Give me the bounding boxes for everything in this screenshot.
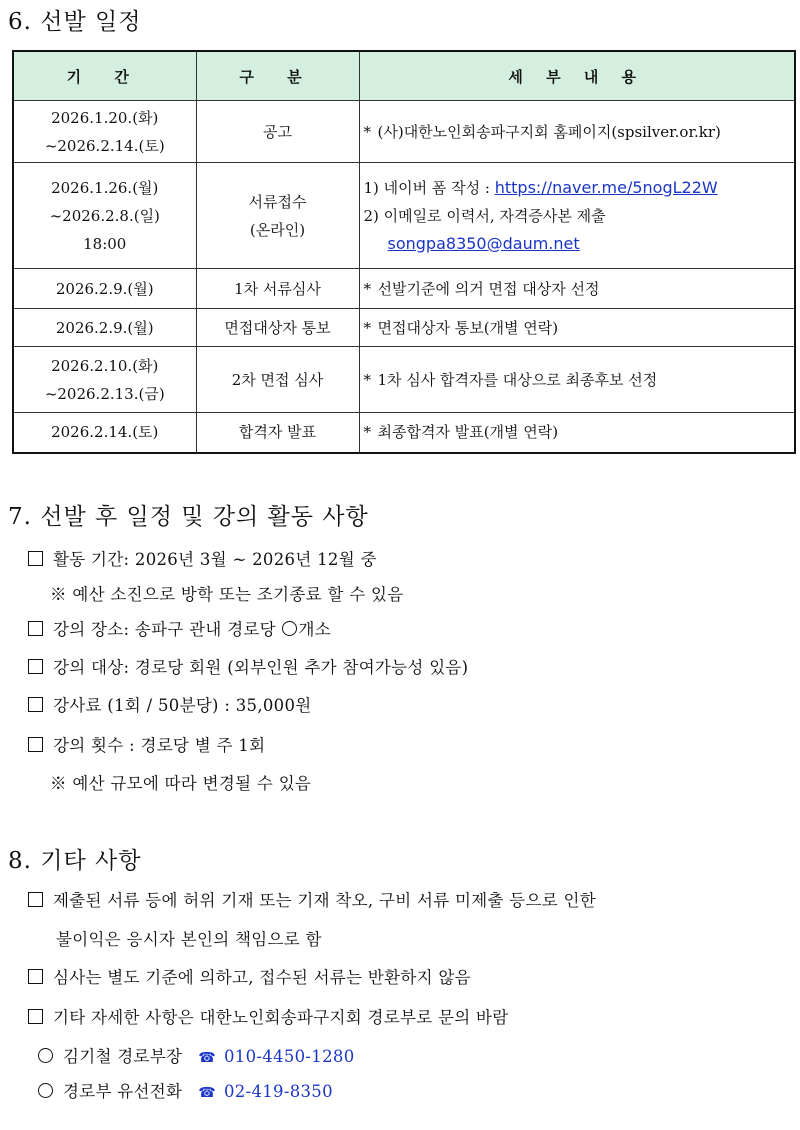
bullet-star: * [363,423,371,442]
item-text: 제출된 서류 등에 허위 기재 또는 기재 착오, 구비 서류 미제출 등으로 인한 [53,891,597,910]
category-cell: 1차 서류심사 [196,269,359,309]
list-item [28,1004,508,1028]
detail-cell [359,309,795,347]
naver-form-link[interactable]: https://naver.me/5nogL22W [494,177,718,197]
item-text: 강사료 (1회 / 50분당) : 35,000원 [53,696,312,715]
period-line: 2026.1.26.(월) [51,178,159,197]
note-item: ※ 예산 규모에 따라 변경될 수 있음 [50,774,312,793]
detail-cell [359,413,795,453]
period-cell [13,101,196,163]
period-line: ~2026.2.14.(토) [44,136,165,155]
checkbox-square-icon [28,621,43,636]
period-cell [13,347,196,413]
period-cell [13,163,196,269]
header-period: 기 간 [13,51,196,101]
contact-item [38,1078,333,1102]
list-item [28,654,468,678]
circle-bullet-icon [38,1083,53,1098]
checkbox-square-icon [28,892,43,907]
section-8-title: 8. 기타 사항 [8,848,142,874]
period-line: ~2026.2.8.(일) [49,206,160,225]
table-row [13,163,795,269]
bullet-star: * [363,370,371,389]
checkbox-square-icon [28,1009,43,1024]
category-line: (온라인) [249,220,306,239]
period-cell: 2026.2.9.(월) [13,309,196,347]
email-link[interactable]: songpa8350@daum.net [387,233,580,253]
detail-cell [359,347,795,413]
section-6-title: 6. 선발 일정 [8,9,142,35]
detail-text: 면접대상자 통보(개별 연락) [377,318,559,337]
list-item [28,964,471,988]
list-item [28,732,265,756]
period-line: 2026.2.10.(화) [51,356,159,375]
category-cell: 면접대상자 통보 [196,309,359,347]
item-text: 개소 [298,620,331,639]
detail-text: 2) 이메일로 이력서, 자격증사본 제출 [363,206,606,225]
header-detail: 세 부 내 용 [359,51,795,101]
period-line: 2026.1.20.(화) [51,108,159,127]
contact-name: 경로부 유선전화 [63,1082,183,1101]
contact-phone[interactable]: 010-4450-1280 [223,1047,355,1066]
item-text: 강의 장소: 송파구 관내 경로당 [53,620,282,639]
table-row [13,347,795,413]
table-header-row [13,51,795,101]
contact-item [38,1043,355,1067]
item-text: 활동 기간: 2026년 3월 ~ 2026년 12월 중 [53,550,377,569]
note-item: ※ 예산 소진으로 방학 또는 조기종료 할 수 있음 [50,585,404,604]
table-row [13,413,795,453]
list-item [28,546,377,570]
contact-phone[interactable]: 02-419-8350 [223,1082,333,1101]
period-line: 18:00 [83,234,127,253]
table-row [13,269,795,309]
category-line: 서류접수 [248,192,307,211]
schedule-table [12,50,796,454]
header-category: 구 분 [196,51,359,101]
period-cell: 2026.2.9.(월) [13,269,196,309]
phone-icon: ☎ [198,1085,216,1101]
bullet-star: * [363,279,371,298]
phone-icon: ☎ [198,1050,216,1066]
list-item [28,616,331,640]
checkbox-square-icon [28,659,43,674]
checkbox-square-icon [28,969,43,984]
period-line: ~2026.2.13.(금) [44,384,165,403]
period-cell: 2026.2.14.(토) [13,413,196,453]
item-text: 강의 대상: 경로당 회원 (외부인원 추가 참여가능성 있음) [53,658,469,677]
item-text: 강의 횟수 : 경로당 별 주 1회 [53,736,266,755]
checkbox-square-icon [28,551,43,566]
detail-cell [359,163,795,269]
table-row [13,101,795,163]
detail-text: 1) 네이버 폼 작성 : [363,178,495,197]
category-cell: 2차 면접 심사 [196,347,359,413]
list-item [28,887,596,911]
contact-name: 김기철 경로부장 [63,1047,183,1066]
list-item [28,692,312,716]
circle-blank-icon [282,621,297,636]
detail-cell [359,269,795,309]
checkbox-square-icon [28,737,43,752]
detail-text: 1차 심사 합격자를 대상으로 최종후보 선정 [377,370,658,389]
table-row [13,309,795,347]
item-text: 기타 자세한 사항은 대한노인회송파구지회 경로부로 문의 바람 [53,1008,509,1027]
bullet-star: * [363,122,371,141]
circle-bullet-icon [38,1048,53,1063]
category-cell: 합격자 발표 [196,413,359,453]
category-cell [196,163,359,269]
detail-text: (사)대한노인회송파구지회 홈페이지(spsilver.or.kr) [377,122,721,141]
category-cell: 공고 [196,101,359,163]
list-item-continued: 불이익은 응시자 본인의 책임으로 함 [56,930,322,949]
detail-cell [359,101,795,163]
item-text: 심사는 별도 기준에 의하고, 접수된 서류는 반환하지 않음 [53,968,471,987]
bullet-star: * [363,318,371,337]
detail-text: 선발기준에 의거 면접 대상자 선정 [377,279,600,298]
detail-text: 최종합격자 발표(개별 연락) [377,423,559,442]
section-7-title: 7. 선발 후 일정 및 강의 활동 사항 [8,504,369,530]
checkbox-square-icon [28,697,43,712]
